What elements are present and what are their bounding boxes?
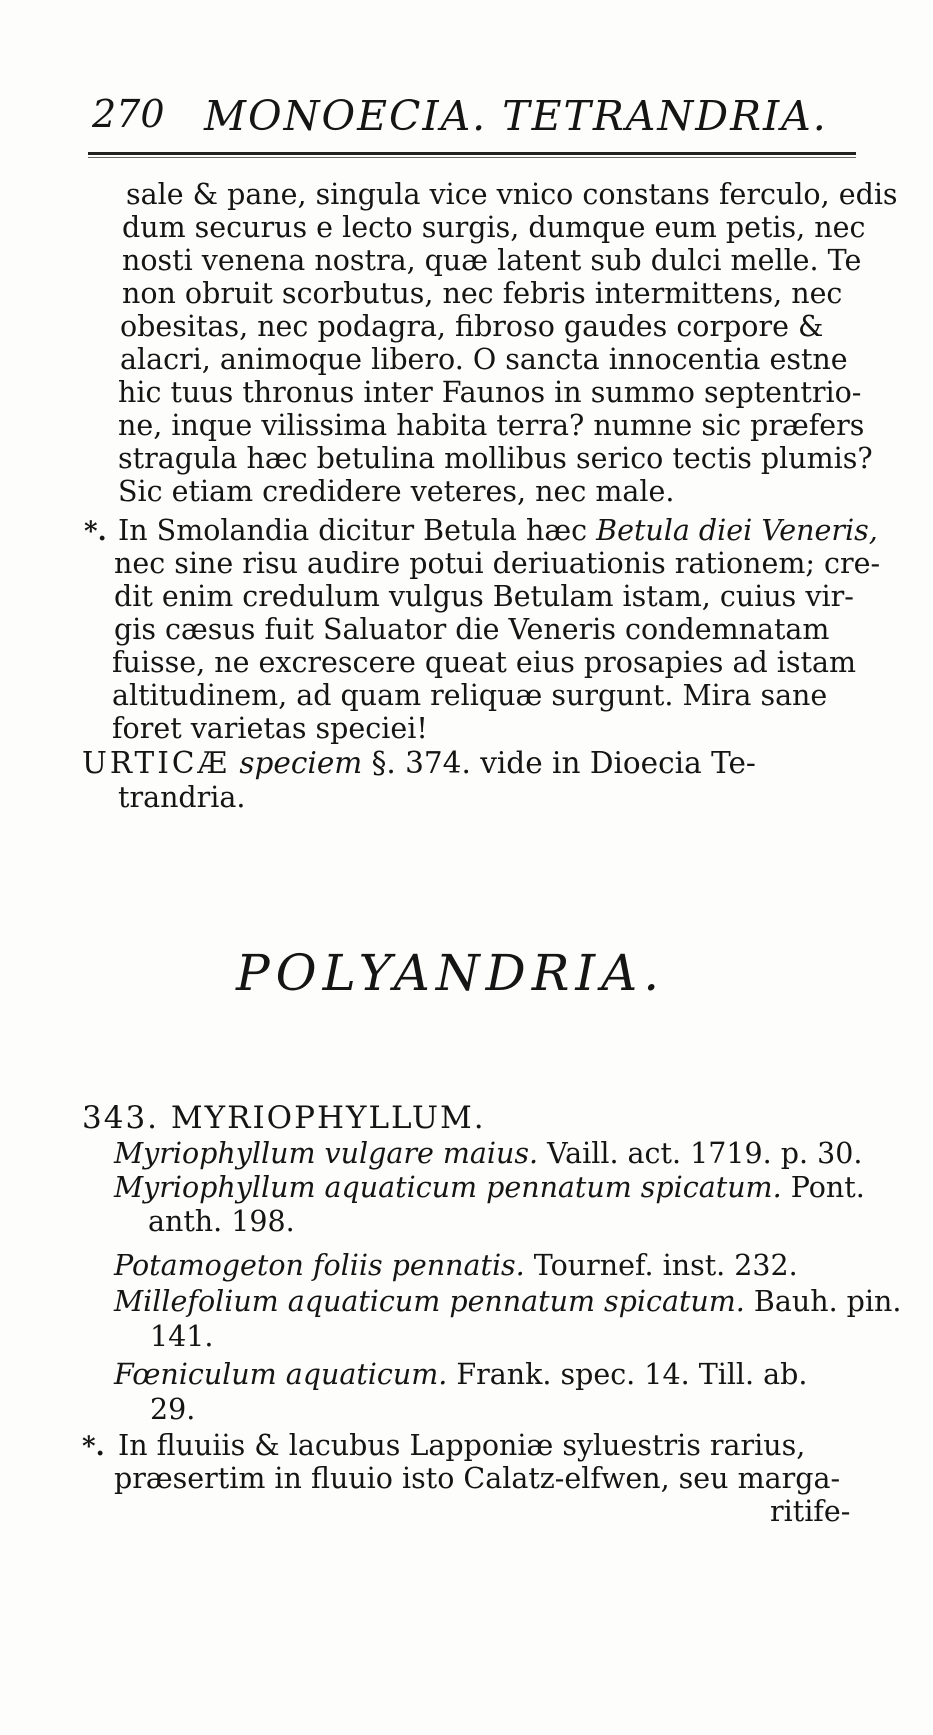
text-line: altitudinem, ad quam reliquæ surgunt. Mira sane <box>112 679 828 712</box>
catchword: ritife- <box>770 1495 851 1528</box>
synonym-name: Potamogeton foliis pennatis. <box>114 1249 525 1282</box>
text-line: gis cæsus fuit Saluator die Veneris condemnatam <box>114 613 830 646</box>
habitat-line: In fluuiis & lacubus Lapponiæ syluestris rarius, <box>118 1429 806 1462</box>
synonym-name: Fœniculum aquaticum. <box>114 1358 448 1391</box>
text-line: dit enim credulum vulgus Betulam istam, cuius vir- <box>114 580 854 613</box>
synonym-reference: Bauh. pin. <box>744 1285 902 1318</box>
synonym-line <box>114 1285 901 1318</box>
synonym-name: Myriophyllum vulgare maius. <box>114 1137 539 1170</box>
synonym-continuation: anth. 198. <box>148 1205 295 1238</box>
synonym-name: Millefolium aquaticum pennatum spicatum. <box>114 1285 745 1318</box>
genus-number: 343. <box>82 1100 160 1136</box>
text-line: fuisse, ne excrescere queat eius prosapies ad istam <box>112 646 856 679</box>
page-number: 270 <box>92 92 165 136</box>
section-title: POLYANDRIA. <box>236 944 666 1002</box>
synonym-continuation: 29. <box>150 1393 196 1426</box>
text-line: hic tuus thronus inter Faunos in summo septentrio- <box>118 376 862 409</box>
synonym-continuation: 141. <box>150 1320 214 1353</box>
running-head: MONOECIA. TETRANDRIA. <box>204 92 828 140</box>
text-line: sale & pane, singula vice vnico constans ferculo, edis <box>126 178 898 211</box>
urticae-species: speciem <box>239 746 363 780</box>
habitat-line: præsertim in fluuio isto Calatz-elfwen, seu marga- <box>114 1462 841 1495</box>
note-marker: *. <box>84 517 107 547</box>
text-line: obesitas, nec podagra, fibroso gaudes corpore & <box>120 310 824 343</box>
genus-name: MYRIOPHYLLUM. <box>170 1100 486 1136</box>
synonym-reference: Vaill. act. 1719. p. 30. <box>538 1137 863 1170</box>
page-header <box>92 92 852 152</box>
text-line: dum securus e lecto surgis, dumque eum petis, nec <box>122 211 866 244</box>
text-line: nosti venena nostra, quæ latent sub dulci melle. Te <box>122 244 862 277</box>
text-line: trandria. <box>118 781 246 814</box>
synonym-line <box>114 1137 862 1170</box>
smolandia-first-line <box>118 514 878 547</box>
text-line: foret varietas speciei! <box>112 712 428 745</box>
smolandia-text: In Smolandia dicitur Betula hæc <box>118 514 588 547</box>
synonym-reference: Frank. spec. 14. Till. ab. <box>447 1358 808 1391</box>
text-line: nec sine risu audire potui deriuationis rationem; cre- <box>114 547 881 580</box>
synonym-reference: Tournef. inst. 232. <box>524 1249 798 1282</box>
habitat-marker: *. <box>82 1432 105 1462</box>
urticae-line <box>82 747 756 780</box>
text-line: ne, inque vilissima habita terra? numne sic præfers <box>118 409 865 442</box>
text-line: alacri, animoque libero. O sancta innocentia estne <box>120 343 848 376</box>
genus-heading <box>82 1100 486 1136</box>
smolandia-italic-name: Betula diei Veneris, <box>596 514 878 547</box>
synonym-reference: Pont. <box>781 1171 865 1204</box>
synonym-name: Myriophyllum aquaticum pennatum spicatum. <box>114 1171 782 1204</box>
synonym-line <box>114 1171 865 1204</box>
synonym-line <box>114 1358 807 1391</box>
header-rule <box>88 152 856 155</box>
urticae-reference: §. 374. vide in Dioecia Te- <box>371 746 756 780</box>
urticae-word: URTICÆ <box>82 746 230 780</box>
text-line: non obruit scorbutus, nec febris intermittens, nec <box>122 277 843 310</box>
text-line: stragula hæc betulina mollibus serico tectis plumis? <box>118 442 873 475</box>
synonym-line <box>114 1249 798 1282</box>
text-line: Sic etiam credidere veteres, nec male. <box>118 475 675 508</box>
